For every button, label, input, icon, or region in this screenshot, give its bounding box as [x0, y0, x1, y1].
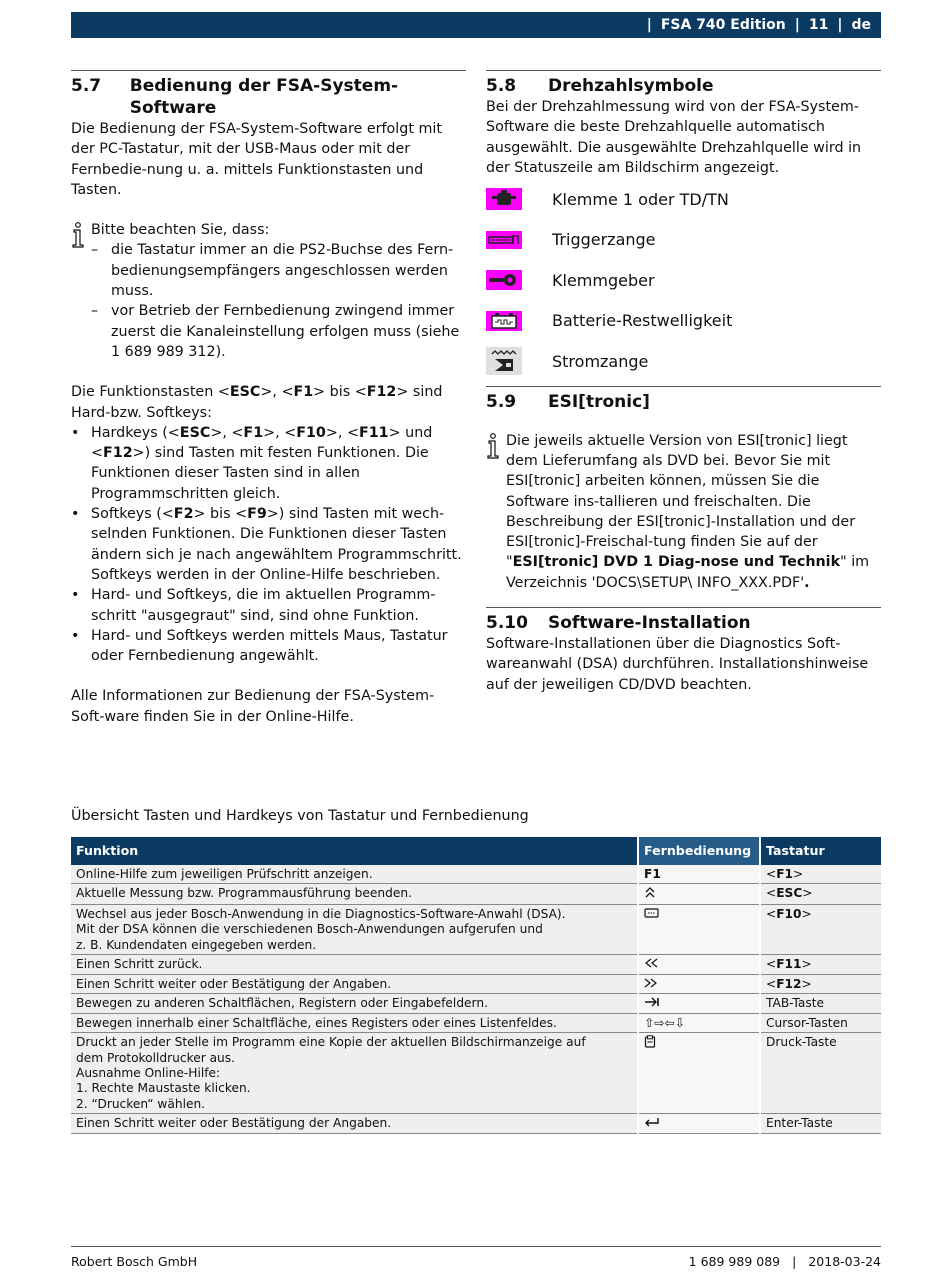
left-column	[71, 70, 466, 727]
keyboard-text: <	[766, 906, 777, 921]
double-left-icon	[644, 957, 658, 972]
symbol-row	[486, 301, 881, 342]
text-run: >, <	[260, 384, 294, 401]
text-run: Hardkeys (<	[91, 424, 180, 441]
function-line: 2. “Drucken“ wählen.	[76, 1096, 206, 1111]
keyboard-cell	[760, 955, 881, 975]
key-name: F1	[243, 424, 264, 441]
double-right-icon	[644, 977, 658, 992]
remote-cell	[638, 865, 760, 884]
double-up-icon	[644, 886, 656, 902]
section-title: Software-Installation	[548, 613, 751, 634]
table-header-row	[71, 837, 881, 865]
header-language: de	[851, 17, 871, 33]
function-cell	[71, 904, 638, 954]
function-line: z. B. Kundendaten eingegeben werden.	[76, 937, 317, 952]
symbol-row	[486, 220, 881, 261]
keyboard-key: ESC	[776, 886, 803, 901]
function-line: Einen Schritt weiter oder Bestätigung der Angaben.	[76, 976, 392, 991]
text-run: Softkeys (<	[91, 506, 174, 523]
table-row	[71, 904, 881, 954]
text-run: Die jeweils aktuelle Version von ESI[tronic] liegt dem Lieferumfang als DVD bei. Bevor Sie mit ESI[tronic] arbeiten können, müssen Sie die Software ins-tallieren und freischalten. Die Beschreibung der ESI[tronic]-Installation und der ESI[tronic]-Freischal-tung finden Sie auf der "	[506, 432, 856, 571]
function-line: Aktuelle Messung bzw. Programmausführung beenden.	[76, 886, 412, 901]
remote-key: ⇧⇨⇦⇩	[644, 1015, 685, 1030]
table-body	[71, 865, 881, 1133]
table-row	[71, 1033, 881, 1114]
key-name: F12	[366, 384, 397, 401]
function-cell	[71, 884, 638, 904]
keyboard-cell	[760, 904, 881, 954]
footer-date: 2018-03-24	[808, 1254, 881, 1269]
keyboard-text: Cursor-Tasten	[766, 1015, 848, 1030]
remote-cell	[638, 974, 760, 994]
header-sep: |	[837, 17, 843, 33]
keyboard-cell	[760, 1013, 881, 1032]
remote-cell	[638, 1033, 760, 1114]
key-name: F9	[247, 506, 267, 523]
footer-docnum: 1 689 989 089	[688, 1254, 781, 1269]
function-cell	[71, 955, 638, 975]
function-line: Bewegen innerhalb einer Schaltfläche, eines Registers oder eines Listenfeldes.	[76, 1015, 557, 1030]
symbol-label: Klemme 1 oder TD/TN	[552, 189, 729, 209]
keyboard-text: >	[801, 976, 812, 991]
keyboard-text: <	[766, 957, 777, 972]
function-line: Bewegen zu anderen Schaltflächen, Registern oder Eingabefeldern.	[76, 996, 488, 1011]
remote-cell	[638, 994, 760, 1014]
enter-icon	[644, 1116, 660, 1131]
keyboard-cell	[760, 1114, 881, 1134]
header-page-number: 11	[808, 17, 829, 33]
text-run: " im Verzeichnis 'DOCS\SETUP\ INFO_XXX.PDF'	[506, 554, 870, 591]
klemme-icon	[486, 186, 522, 213]
keyboard-text: >	[793, 867, 804, 881]
function-line: Wechsel aus jeder Bosch-Anwendung in die Diagnostics-Software-Anwahl (DSA).	[76, 906, 566, 921]
keyboard-key: F10	[776, 906, 802, 921]
section-number: 5.10	[486, 613, 528, 634]
keyboard-key: F11	[776, 957, 802, 972]
column-header-remote: Fernbedienung	[638, 837, 760, 865]
text-run: > und <	[91, 424, 433, 462]
keyboard-text: TAB-Taste	[766, 996, 824, 1011]
key-name: F12	[102, 445, 133, 462]
footer-company: Robert Bosch GmbH	[71, 1254, 198, 1269]
text-run: > bis <	[313, 384, 367, 401]
section-title: ESI[tronic]	[548, 391, 650, 412]
section-title: Bedienung der FSA-System-Software	[129, 76, 399, 118]
function-cell	[71, 974, 638, 994]
keyboard-cell	[760, 865, 881, 884]
function-line: 1. Rechte Maustaste klicken.	[76, 1081, 251, 1096]
list-item: – die Tastatur immer an die PS2-Buchse des Fern-bedienungsempfängers angeschlossen werden muss.	[91, 240, 466, 301]
esitronic-note	[486, 431, 881, 593]
keyboard-text: <	[766, 886, 777, 901]
remote-cell	[638, 904, 760, 954]
key-name: ESC	[229, 384, 261, 401]
info-note	[71, 220, 466, 362]
function-cell	[71, 865, 638, 884]
keyboard-text: >	[801, 957, 812, 972]
keyboard-text: >	[802, 886, 813, 901]
list-item	[71, 423, 466, 504]
text-run: >) sind Tasten mit festen Funktionen. Die Funktionen dieser Tasten sind in allen Programmschritten gleich.	[91, 445, 429, 502]
text-run: >, <	[210, 424, 244, 441]
note-lead: Bitte beachten Sie, dass:	[91, 222, 270, 239]
keyboard-text: Enter-Taste	[766, 1116, 833, 1131]
remote-cell	[638, 955, 760, 975]
column-header-function: Funktion	[71, 837, 638, 865]
section-5-7-intro: Die Bedienung der FSA-System-Software erfolgt mit der PC-Tastatur, mit der USB-Maus oder mit der Fernbedie-nung u. a. mittels Funktionstasten und Tasten.	[71, 121, 442, 198]
function-line: dem Protokolldrucker aus.	[76, 1050, 235, 1065]
function-cell	[71, 1033, 638, 1114]
remote-key: F1	[644, 867, 661, 881]
symbol-row	[486, 179, 881, 220]
list-item: • Hard- und Softkeys, die im aktuellen Programm-schritt "ausgegraut" sind, sind ohne Funktion.	[71, 585, 466, 626]
section-5-7-heading	[71, 71, 466, 119]
text-run: >, <	[325, 424, 359, 441]
info-icon	[71, 222, 85, 248]
function-line: Druckt an jeder Stelle im Programm eine Kopie der aktuellen Bildschirmanzeige auf	[76, 1035, 586, 1050]
keyboard-cell	[760, 1033, 881, 1114]
klemmgeber-icon	[486, 267, 522, 294]
symbol-list	[486, 179, 881, 382]
column-header-keyboard: Tastatur	[760, 837, 881, 865]
footer-doc-info	[689, 1254, 881, 1269]
text-run: .	[804, 574, 810, 591]
remote-cell	[638, 884, 760, 904]
function-keys-intro	[71, 382, 466, 423]
dvd-name: ESI[tronic] DVD 1 Diag-nose und Technik	[512, 554, 841, 571]
section-number: 5.7	[71, 76, 102, 96]
section-5-8-heading	[486, 71, 881, 97]
header-sep: |	[646, 17, 652, 33]
right-column	[486, 70, 881, 695]
function-line: Ausnahme Online-Hilfe:	[76, 1066, 221, 1081]
key-name: F1	[293, 384, 314, 401]
section-5-8-intro: Bei der Drehzahlmessung wird von der FSA-System-Software die beste Drehzahlquelle automatisch ausgewählt. Die ausgewählte Drehzahlquelle wird in der Statuszeile am Bildschirm angezeigt.	[486, 99, 862, 176]
keyboard-key: F12	[776, 976, 802, 991]
triggerzange-icon	[486, 226, 522, 253]
section-5-9-heading	[486, 387, 881, 413]
section-number: 5.8	[486, 76, 517, 96]
key-name: F10	[296, 424, 326, 441]
table-row	[71, 1114, 881, 1134]
list-item	[71, 504, 466, 585]
table-row	[71, 955, 881, 975]
symbol-row	[486, 260, 881, 301]
remote-cell	[638, 1114, 760, 1134]
info-icon	[486, 433, 500, 459]
text-run: Die Funktionstasten <	[71, 384, 230, 401]
key-name: ESC	[179, 424, 211, 441]
footer-divider	[71, 1246, 881, 1247]
header-product: FSA 740 Edition	[660, 17, 786, 33]
keyboard-text: <	[766, 976, 777, 991]
text-run: >, <	[263, 424, 297, 441]
print-icon	[644, 1035, 656, 1052]
list-item: – vor Betrieb der Fernbedienung zwingend immer zuerst die Kanaleinstellung erfolgen muss (siehe 1 689 989 312).	[91, 301, 466, 362]
keyboard-text: <	[766, 867, 777, 881]
keyboard-text: >	[801, 906, 812, 921]
key-name: F2	[173, 506, 194, 523]
table-row	[71, 994, 881, 1014]
header-sep: |	[794, 17, 800, 33]
keyboard-cell	[760, 994, 881, 1014]
symbol-row	[486, 341, 881, 382]
keyboard-text: Druck-Taste	[766, 1035, 837, 1050]
text-run: >) sind Tasten mit wech-selnden Funktionen. Die Funktionen dieser Tasten ändern sich je nach angewähltem Programmschritt. Softkeys werden in der Online-Hilfe beschrieben.	[91, 506, 462, 583]
function-cell	[71, 994, 638, 1014]
esitronic-text	[506, 431, 881, 593]
dsa-icon	[644, 907, 660, 922]
section-number: 5.9	[486, 391, 517, 412]
header-bar	[71, 12, 881, 38]
symbol-label: Stromzange	[552, 351, 649, 371]
key-name: F11	[358, 424, 389, 441]
function-line: Online-Hilfe zum jeweiligen Prüfschritt anzeigen.	[76, 867, 373, 881]
table-row	[71, 884, 881, 904]
list-item: • Hard- und Softkeys werden mittels Maus, Tastatur oder Fernbedienung angewählt.	[71, 626, 466, 667]
battery-icon	[486, 307, 522, 334]
section-5-10-heading	[486, 608, 881, 634]
footer	[71, 1254, 881, 1269]
table-row	[71, 1013, 881, 1032]
table-row	[71, 974, 881, 994]
tab-icon	[644, 996, 660, 1011]
table-caption: Übersicht Tasten und Hardkeys von Tastatur und Fernbedienung	[71, 808, 529, 824]
footer-sep: |	[792, 1254, 797, 1269]
function-cell	[71, 1013, 638, 1032]
function-line: Mit der DSA können die verschiedenen Bosch-Anwendungen aufgerufen und	[76, 922, 543, 937]
keys-table	[71, 837, 881, 1134]
symbol-label: Batterie-Restwelligkeit	[552, 311, 733, 331]
table-row	[71, 865, 881, 884]
section-5-10-text: Software-Installationen über die Diagnostics Soft-wareanwahl (DSA) durchführen. Installationshinweise auf der jeweiligen CD/DVD beachten.	[486, 636, 869, 693]
function-cell	[71, 1114, 638, 1134]
text-run: > bis <	[193, 506, 248, 523]
stromzange-icon	[486, 348, 522, 375]
symbol-label: Klemmgeber	[552, 270, 655, 290]
text-run: > sind Hard-bzw. Softkeys:	[71, 384, 443, 421]
function-line: Einen Schritt zurück.	[76, 957, 203, 972]
function-line: Einen Schritt weiter oder Bestätigung der Angaben.	[76, 1116, 392, 1131]
keyboard-cell	[760, 884, 881, 904]
symbol-label: Triggerzange	[552, 230, 656, 250]
section-title: Drehzahlsymbole	[548, 76, 714, 96]
keyboard-cell	[760, 974, 881, 994]
section-5-7-outro: Alle Informationen zur Bedienung der FSA-System-Soft-ware finden Sie in der Online-Hilfe.	[71, 688, 435, 725]
keys-bullet-list	[71, 423, 466, 667]
keyboard-key: F1	[776, 867, 794, 881]
remote-cell	[638, 1013, 760, 1032]
note-list	[91, 240, 466, 362]
